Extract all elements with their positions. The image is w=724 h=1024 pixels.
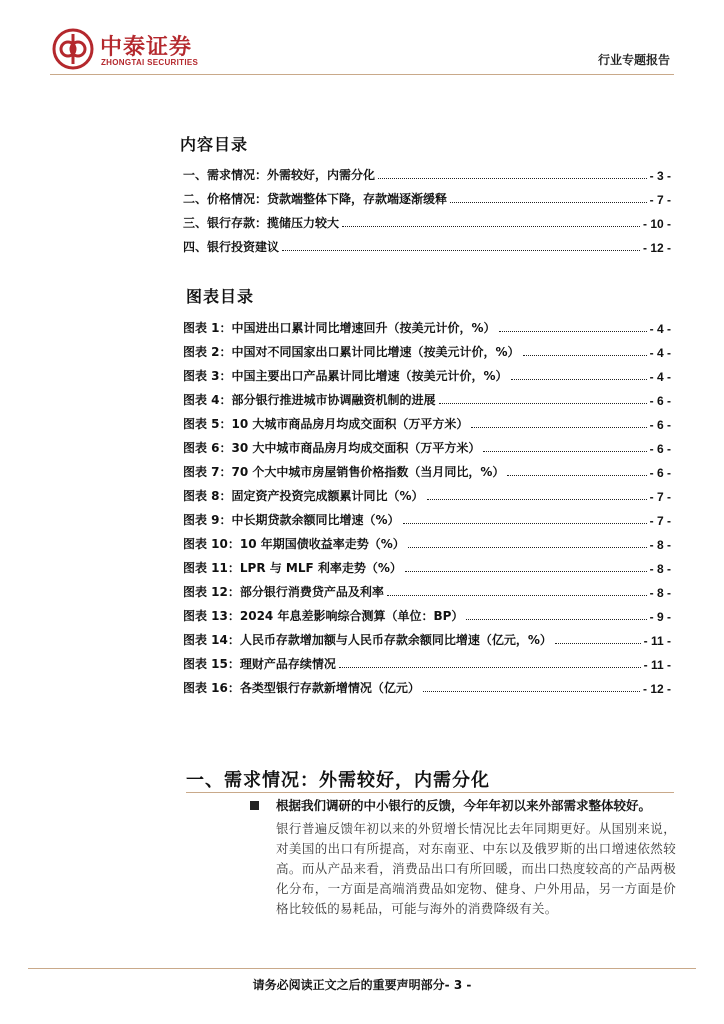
figure-entry-label: 图表 4：部分银行推进城市协调融资机制的进展 <box>183 393 436 407</box>
figure-entry-label: 图表 7：70 个大中城市房屋销售价格指数（当月同比，%） <box>183 465 505 479</box>
header-divider <box>50 74 674 75</box>
figure-entry-label: 图表 1：中国进出口累计同比增速回升（按美元计价，%） <box>183 321 496 335</box>
figure-entry[interactable] <box>183 510 671 528</box>
dot-leader <box>466 619 646 620</box>
logo-english-name: ZHONGTAI SECURITIES <box>101 58 199 67</box>
figure-entry-label: 图表 14：人民币存款增加额与人民币存款余额同比增速（亿元，%） <box>183 633 552 647</box>
figure-entry-page: - 8 - <box>649 586 671 600</box>
toc-entry-page: - 12 - <box>642 241 671 255</box>
toc-entry-page: - 3 - <box>649 169 671 183</box>
figure-entry[interactable] <box>183 534 671 552</box>
figure-entry-label: 图表 8：固定资产投资完成额累计同比（%） <box>183 489 424 503</box>
dot-leader <box>483 451 646 452</box>
figure-entry-page: - 11 - <box>643 634 671 648</box>
figure-entry[interactable] <box>183 606 671 624</box>
dot-leader <box>339 667 641 668</box>
dot-leader <box>378 178 647 179</box>
dot-leader <box>499 331 647 332</box>
toc-entry[interactable] <box>183 189 671 207</box>
figure-entry-label: 图表 6：30 大中城市商品房月均成交面积（万平方米） <box>183 441 481 455</box>
figure-entry[interactable] <box>183 654 671 672</box>
footer-disclaimer: 请务必阅读正文之后的重要声明部分 <box>252 978 445 992</box>
dot-leader <box>423 691 640 692</box>
figure-entry-page: - 4 - <box>649 370 671 384</box>
toc-title: 内容目录 <box>180 135 249 154</box>
figure-entry-page: - 12 - <box>642 682 671 696</box>
figure-entry-label: 图表 12：部分银行消费贷产品及利率 <box>183 585 384 599</box>
figure-entry[interactable] <box>183 558 671 576</box>
section-lead-sentence: 根据我们调研的中小银行的反馈，今年年初以来外部需求整体较好。 <box>276 798 652 813</box>
toc-entry[interactable] <box>183 237 671 255</box>
dot-leader <box>387 595 647 596</box>
dot-leader <box>511 379 647 380</box>
figure-entry[interactable] <box>183 462 671 480</box>
figure-entry-page: - 6 - <box>649 394 671 408</box>
figure-entry-page: - 8 - <box>649 538 671 552</box>
dot-leader <box>405 571 647 572</box>
dot-leader <box>555 643 641 644</box>
company-logo <box>52 28 232 72</box>
figure-entry[interactable] <box>183 630 671 648</box>
toc-entry-label: 一、需求情况：外需较好，内需分化 <box>183 168 376 182</box>
dot-leader <box>523 355 647 356</box>
dot-leader <box>471 427 646 428</box>
figure-entry[interactable] <box>183 390 671 408</box>
section-body-paragraph: 银行普遍反馈年初以来的外贸增长情况比去年同期更好。从国别来说，对美国的出口有所提高，对东南亚、中东以及俄罗斯的出口增速依然较高。而从产品来看，消费品出口有所回暖，而出口热度较高的产品两极化分布，一方面是高端消费品如宠物、健身、户外用品，另一方面是价格比较低的易耗品，可能与海外的消费降级有关。 <box>276 821 676 916</box>
footer-page-number: - 3 - <box>444 978 472 992</box>
figure-entry-label: 图表 5：10 大城市商品房月均成交面积（万平方米） <box>183 417 469 431</box>
dot-leader <box>439 403 647 404</box>
figure-entry-label: 图表 16：各类型银行存款新增情况（亿元） <box>183 681 420 695</box>
footer-divider <box>28 968 696 969</box>
square-bullet-icon <box>250 801 259 810</box>
toc-entry[interactable] <box>183 213 671 231</box>
figure-entry[interactable] <box>183 678 671 696</box>
dot-leader <box>403 523 647 524</box>
figure-entry-page: - 6 - <box>649 466 671 480</box>
figure-entry-label: 图表 10：10 年期国债收益率走势（%） <box>183 537 405 551</box>
figure-entry-label: 图表 13：2024 年息差影响综合测算（单位：BP） <box>183 609 464 623</box>
toc-entry[interactable] <box>183 165 671 183</box>
figure-entry-label: 图表 3：中国主要出口产品累计同比增速（按美元计价，%） <box>183 369 508 383</box>
figure-entry-label: 图表 2：中国对不同国家出口累计同比增速（按美元计价，%） <box>183 345 520 359</box>
figures-title: 图表目录 <box>186 287 255 306</box>
figure-entry-page: - 11 - <box>643 658 671 672</box>
dot-leader <box>427 499 647 500</box>
figure-entry[interactable] <box>183 486 671 504</box>
figure-entry-page: - 9 - <box>649 610 671 624</box>
figure-entry[interactable] <box>183 414 671 432</box>
toc-entry-page: - 10 - <box>642 217 671 231</box>
zhongtai-logo-icon <box>52 28 94 70</box>
report-type: 行业专题报告 <box>597 53 670 67</box>
figure-entry[interactable] <box>183 366 671 384</box>
logo-chinese-name: 中泰证券 <box>100 35 193 60</box>
figure-entry-page: - 4 - <box>649 346 671 360</box>
figure-entry[interactable] <box>183 342 671 360</box>
toc-entry-page: - 7 - <box>649 193 671 207</box>
dot-leader <box>282 250 640 251</box>
dot-leader <box>342 226 640 227</box>
figure-entry-page: - 7 - <box>649 490 671 504</box>
figure-entry-label: 图表 15：理财产品存续情况 <box>183 657 336 671</box>
dot-leader <box>408 547 647 548</box>
toc-entry-label: 二、价格情况：贷款端整体下降，存款端逐渐缓释 <box>183 192 448 206</box>
figure-entry-label: 图表 11：LPR 与 MLF 利率走势（%） <box>183 561 402 575</box>
page-footer <box>0 976 724 993</box>
toc-entry-label: 四、银行投资建议 <box>183 240 280 254</box>
figure-entry-page: - 8 - <box>649 562 671 576</box>
figure-entry-label: 图表 9：中长期贷款余额同比增速（%） <box>183 513 400 527</box>
section-heading: 一、需求情况：外需较好，内需分化 <box>186 770 490 791</box>
dot-leader <box>507 475 646 476</box>
figure-entry-page: - 6 - <box>649 442 671 456</box>
figure-entry[interactable] <box>183 582 671 600</box>
figure-entry-page: - 7 - <box>649 514 671 528</box>
figure-entry-page: - 6 - <box>649 418 671 432</box>
section-divider <box>186 792 674 793</box>
dot-leader <box>450 202 647 203</box>
figure-entry[interactable] <box>183 318 671 336</box>
figure-entry[interactable] <box>183 438 671 456</box>
toc-entry-label: 三、银行存款：揽储压力较大 <box>183 216 340 230</box>
figure-entry-page: - 4 - <box>649 322 671 336</box>
